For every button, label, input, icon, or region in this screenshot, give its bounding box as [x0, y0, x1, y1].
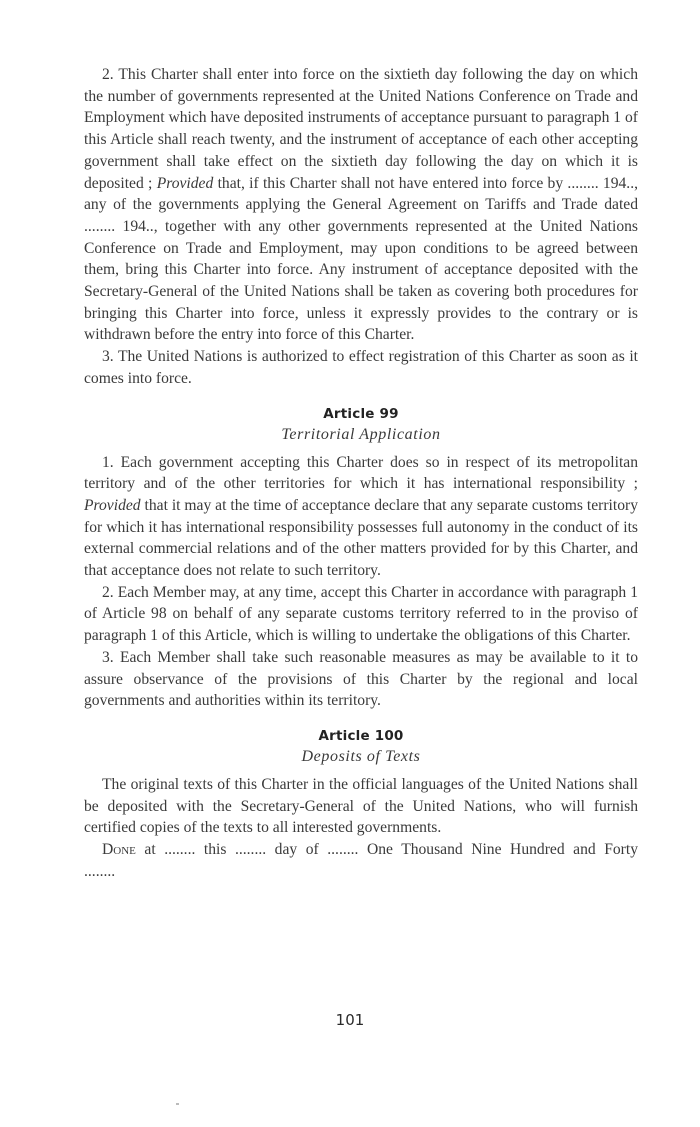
done-at-line [84, 839, 638, 882]
article-99-heading: Article 99 [323, 405, 399, 422]
article-98-paragraph-2 [84, 64, 638, 346]
paragraph-text: that it may at the time of acceptance declare that any separate customs territory for which it has international responsibility possesses full autonomy in the conduct of its external commercial relations and of the other matters provided for by this Charter, and that acceptance does not relate to such territory. [84, 496, 638, 580]
article-99-subheading: Territorial Application [281, 425, 441, 443]
article-98-paragraph-3: 3. The United Nations is authorized to effect registration of this Charter as soon as it comes into force. [84, 348, 638, 387]
scan-speck [176, 1103, 179, 1105]
paragraph-text: 2. This Charter shall enter into force on the sixtieth day following the day on which the number of governments represented at the United Nations Conference on Trade and Employment which have deposited instruments of acceptance pursuant to paragraph 1 of this Article shall reach twenty, and the instrument of acceptance of each other accepting government shall take effect on the sixtieth day following the day on which it is deposited ; [84, 66, 638, 192]
article-99-paragraph-2: 2. Each Member may, at any time, accept this Charter in accordance with paragraph 1 of Article 98 on behalf of any separate customs territory referred to in the proviso of paragraph 1 of this Article, which is willing to undertake the obligations of this Charter. [84, 583, 638, 645]
done-rest: at ........ this ........ day of ........ One Thousand Nine Hundred and Forty ........ [84, 841, 638, 880]
article-100-heading: Article 100 [318, 727, 404, 744]
done-word: Done [102, 841, 136, 859]
article-100-subheading: Deposits of Texts [301, 747, 421, 765]
paragraph-text: that, if this Charter shall not have entered into force by ........ 194.., any of the governments applying the General Agreement on Tariffs and Trade dated ........ 194.., together with any other governments represented at the United Nations Conference on Trade and Employment, may upon conditions to be agreed between them, bring this Charter into force. Any instrument of acceptance deposited with the Secretary-General of the United Nations shall be taken as covering both procedures for bringing this Charter into force, unless it expressly provides to the contrary or is withdrawn before the entry into force of this Charter. [84, 174, 638, 344]
paragraph-text: 1. Each government accepting this Charter does so in respect of its metropolitan territory and of the other territories for which it has international responsibility ; [84, 453, 638, 493]
document-page [84, 64, 638, 883]
provided-italic: Provided [84, 496, 141, 514]
article-99-paragraph-1 [84, 452, 638, 582]
provided-italic: Provided [156, 174, 214, 192]
article-100-paragraph-1: The original texts of this Charter in the official languages of the United Nations shall be deposited with the Secretary-General of the United Nations, who will furnish certified copies of the texts to all interested governments. [84, 775, 638, 837]
page-number: 101 [335, 1011, 365, 1029]
article-99-paragraph-3: 3. Each Member shall take such reasonable measures as may be available to it to assure observance of the provisions of this Charter by the regional and local governments and authorities within its territory. [84, 648, 638, 710]
